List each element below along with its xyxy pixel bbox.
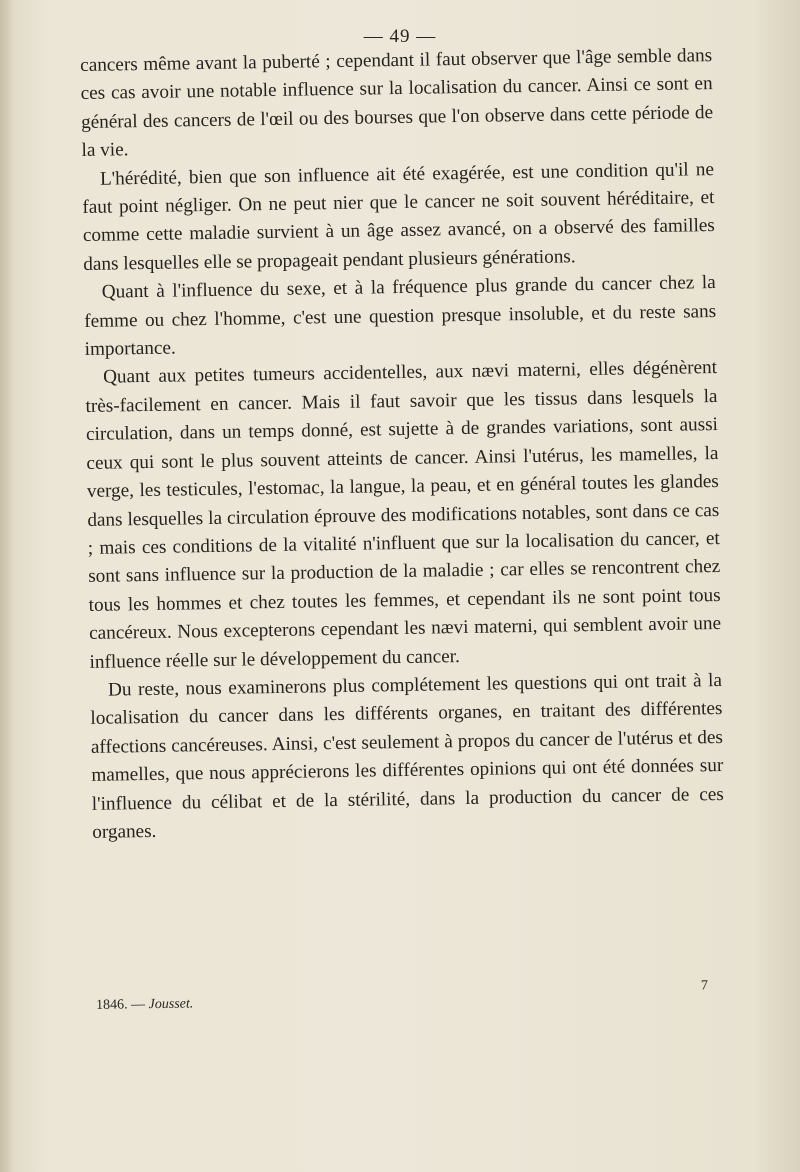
footer-year: 1846. —: [96, 997, 149, 1013]
body-text: [80, 42, 724, 847]
page-number: — 49 —: [363, 26, 437, 47]
page-footer: [96, 978, 709, 1014]
paragraph-heredite: L'hérédité, bien que son influence ait été exagérée, est une condition qu'il ne faut point négliger. On ne peut nier que le cancer ne soit souvent héréditaire, et comme cette maladie survient à un âge assez avancé, on a observé des familles dans lesquelles elle se propageait pendant plusieurs générations.: [82, 158, 715, 275]
paragraph-localisation: Du reste, nous examinerons plus complétement les questions qui ont trait à la localisation du cancer dans les différents organes, en traitant des différentes affections cancéreuses. Ainsi, c'est seulement à propos du cancer de l'utérus et des mamelles, que nous apprécierons les différentes opinions qui ont été données sur l'influence du célibat et de la stérilité, dans la production du cancer de ces organes.: [90, 669, 724, 843]
paragraph-sexe: Quant à l'influence du sexe, et à la fréquence plus grande du cancer chez la femme ou chez l'homme, c'est une question presque insoluble, et du reste sans importance.: [84, 272, 717, 361]
signature-mark: 7: [700, 978, 709, 994]
footer-imprint: [96, 996, 193, 1013]
paragraph-naevi: Quant aux petites tumeurs accidentelles, aux nævi materni, elles dégénèrent très-facilement en cancer. Mais il faut savoir que les tissus dans lesquels la circulation, dans un temps donné, est sujette à de grandes variations, sont aussi ceux qui sont le plus souvent atteints de cancer. Ainsi l'utérus, les mamelles, la verge, les testicules, l'estomac, la langue, la peau, et en général toutes les glandes dans lesquelles la circulation éprouve des modifications notables, sont dans ce cas ; mais ces conditions de la vitalité n'influent que sur la localisation du cancer, et sont sans influence sur la production de la maladie ; car elles se rencontrent chez tous les hommes et chez toutes les femmes, et cependant ils ne sont point tous cancéreux. Nous excepterons cependant les nævi materni, qui semblent avoir une influence réelle sur le développement du cancer.: [85, 357, 722, 673]
paragraph-continuation: cancers même avant la puberté ; cependant il faut observer que l'âge semble dans ces cas avoir une notable influence sur la localisation du cancer. Ainsi ce sont en général des cancers de l'œil ou des bourses que l'on observe dans cette période de la vie.: [80, 45, 714, 162]
footer-author: Jousset.: [148, 996, 194, 1013]
